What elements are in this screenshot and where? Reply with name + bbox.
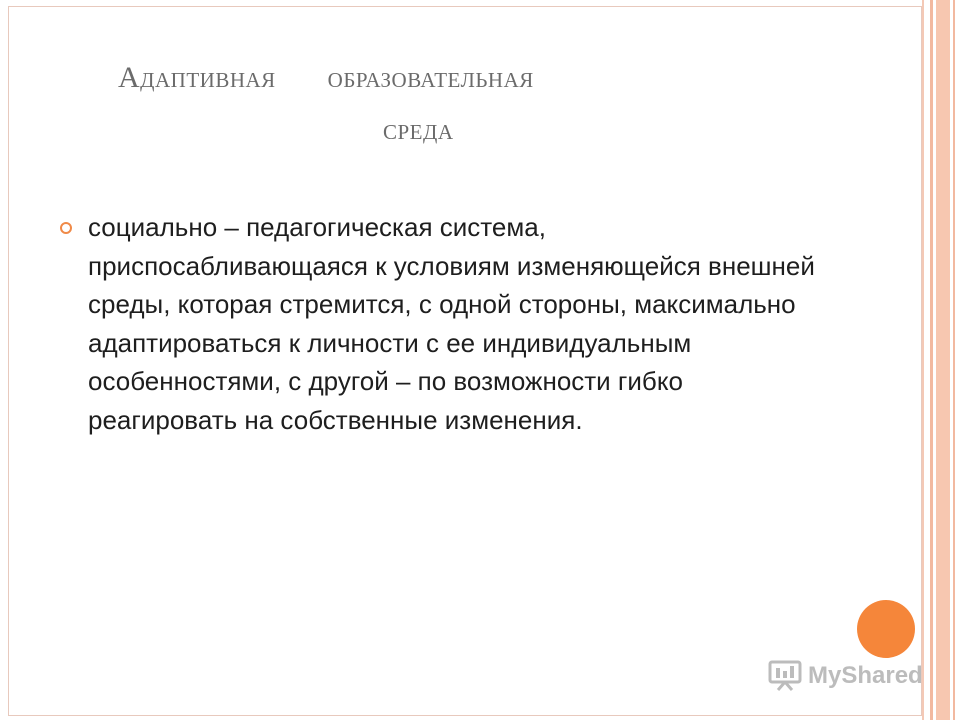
watermark <box>768 656 923 696</box>
title-word-2: образовательная <box>327 61 534 94</box>
slide-title <box>118 52 838 156</box>
decor-stripe <box>936 0 950 720</box>
decor-stripe <box>953 0 955 720</box>
decor-stripe <box>922 0 924 720</box>
decor-stripe <box>930 0 933 720</box>
bullet-ring-icon <box>60 222 72 234</box>
presentation-icon <box>768 660 802 692</box>
decor-circle <box>857 600 915 658</box>
bullet-text: социально – педагогическая система, приспосабливающаяся к условиям изменяющейся внешней среды, которая стремится, с одной стороны, максимально адаптироваться к личности с ее индивидуальным особенностями, с другой – по возможности гибко реагировать на собственные изменения. <box>88 212 815 435</box>
title-word-3: среда <box>383 113 454 146</box>
watermark-text: MyShared <box>808 662 923 689</box>
bullet-list <box>60 208 860 439</box>
title-word-1: Адаптивная <box>118 61 276 94</box>
